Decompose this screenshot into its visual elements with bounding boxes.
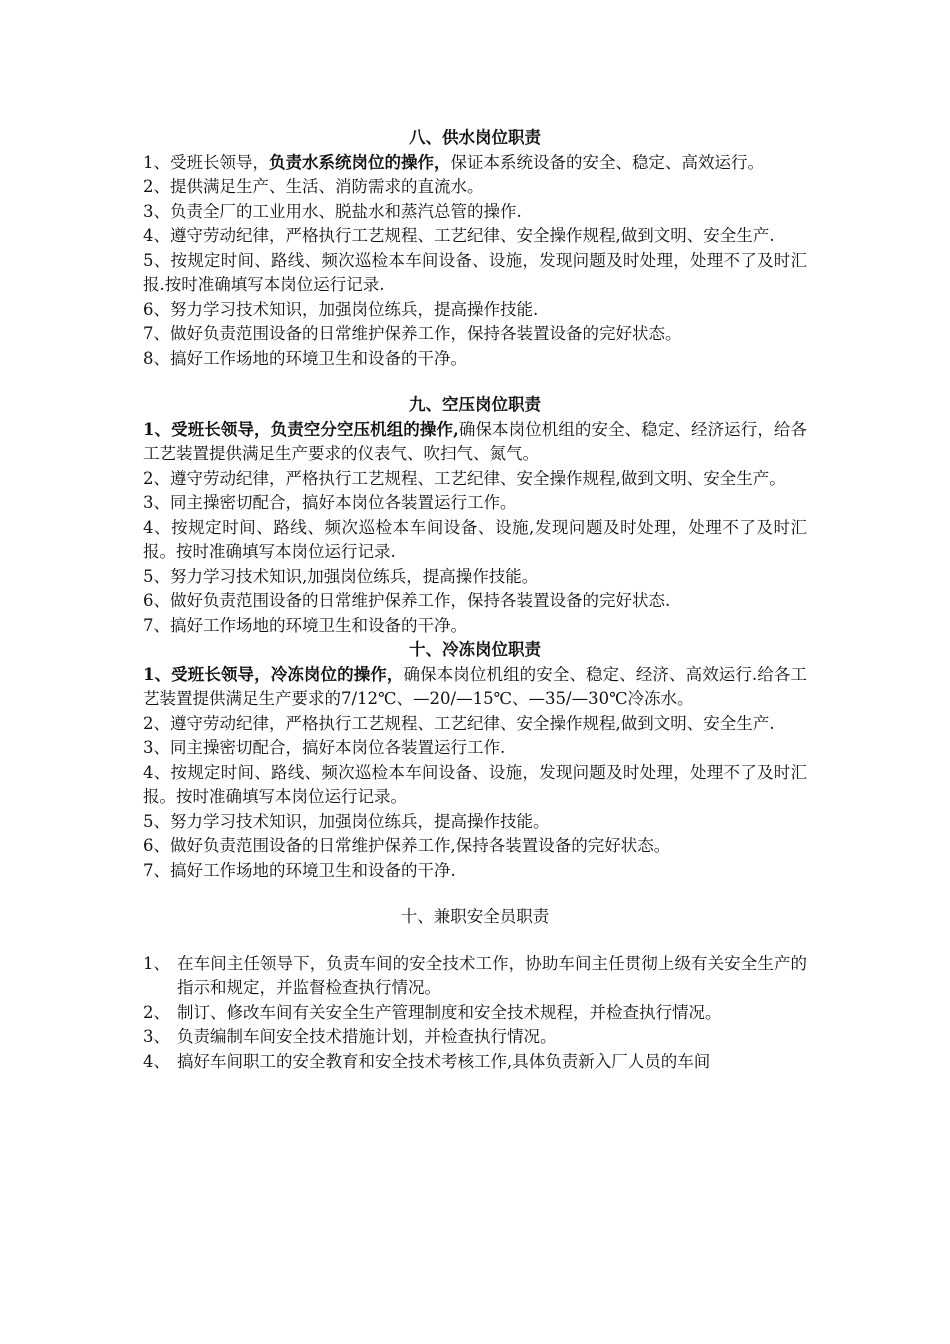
section-title: 十、冷冻岗位职责 [409,640,541,659]
section-title: 九、空压岗位职责 [409,395,541,414]
list-item: 5、努力学习技术知识,加强岗位练兵，提高操作技能。 [143,566,539,586]
list-item: 5、努力学习技术知识，加强岗位练兵，提高操作技能。 [143,811,550,831]
spacer [143,883,807,905]
section-water-supply [143,126,807,371]
list-item: 4、遵守劳动纪律，严格执行工艺规程、工艺纪律、安全操作规程,做到文明、安全生产. [143,226,775,245]
list-item: 3、负责全厂的工业用水、脱盐水和蒸汽总管的操作. [143,201,522,221]
list-item: 6、做好负责范围设备的日常维护保养工作,保持各装置设备的完好状态。 [143,836,671,855]
list-item: 2、提供满足生产、生活、消防需求的直流水。 [143,177,484,196]
list-item: 1、受班长领导，负责水系统岗位的操作，保证本系统设备的安全、稳定、高效运行。 [143,152,764,172]
list-item: 7、搞好工作场地的环境卫生和设备的干净. [143,860,456,880]
section-air-compression [143,393,807,638]
list-item: 8、搞好工作场地的环境卫生和设备的干净。 [143,348,467,368]
list-item: 3、 负责编制车间安全技术措施计划，并检查执行情况。 [143,1027,557,1046]
document-page [143,126,807,1074]
list-item: 3、同主操密切配合，搞好本岗位各装置运行工作. [143,738,506,757]
list-item: 5、按规定时间、路线、频次巡检本车间设备、设施，发现问题及时处理，处理不了及时汇报.按时准确填写本岗位运行记录. [143,250,807,294]
list-item: 6、做好负责范围设备的日常维护保养工作，保持各装置设备的完好状态. [143,591,671,610]
list-item: 6、努力学习技术知识，加强岗位练兵，提高操作技能. [143,299,539,319]
list-item: 4、按规定时间、路线、频次巡检本车间设备、设施,发现问题及时处理，处理不了及时汇报。按时准确填写本岗位运行记录. [143,517,807,561]
list-item: 2、遵守劳动纪律，严格执行工艺规程、工艺纪律、安全操作规程,做到文明、安全生产. [143,713,775,733]
list-item: 7、做好负责范围设备的日常维护保养工作，保持各装置设备的完好状态。 [143,324,682,343]
list-item: 2、 制订、修改车间有关安全生产管理制度和安全技术规程，并检查执行情况。 [143,1002,722,1022]
spacer [143,930,807,952]
list-item: 3、同主操密切配合，搞好本岗位各装置运行工作。 [143,493,517,512]
section-title: 八、供水岗位职责 [409,128,541,147]
list-item: 1、受班长领导，冷冻岗位的操作，确保本岗位机组的安全、稳定、经济、高效运行.给各工艺装置提供满足生产要求的7/12℃、—20/—15℃、—35/—30℃冷冻水。 [143,664,808,708]
list-item: 4、 搞好车间职工的安全教育和安全技术考核工作,具体负责新入厂人员的车间 [143,1051,711,1071]
list-item: 2、遵守劳动纪律，严格执行工艺规程、工艺纪律、安全操作规程,做到文明、安全生产。 [143,468,786,488]
section-refrigeration [143,638,807,883]
list-item: 1、 在车间主任领导下，负责车间的安全技术工作，协助车间主任贯彻上级有关安全生产的指示和规定，并监督检查执行情况。 [143,953,807,997]
spacer [143,371,807,393]
section-safety-officer [143,905,807,1074]
list-item: 4、按规定时间、路线、频次巡检本车间设备、设施，发现问题及时处理，处理不了及时汇报。按时准确填写本岗位运行记录。 [143,762,807,806]
list-item: 1、受班长领导，负责空分空压机组的操作,确保本岗位机组的安全、稳定、经济运行，给各工艺装置提供满足生产要求的仪表气、吹扫气、氮气。 [143,419,807,463]
list-item: 7、搞好工作场地的环境卫生和设备的干净。 [143,615,467,635]
section-title: 十、兼职安全员职责 [400,907,550,926]
